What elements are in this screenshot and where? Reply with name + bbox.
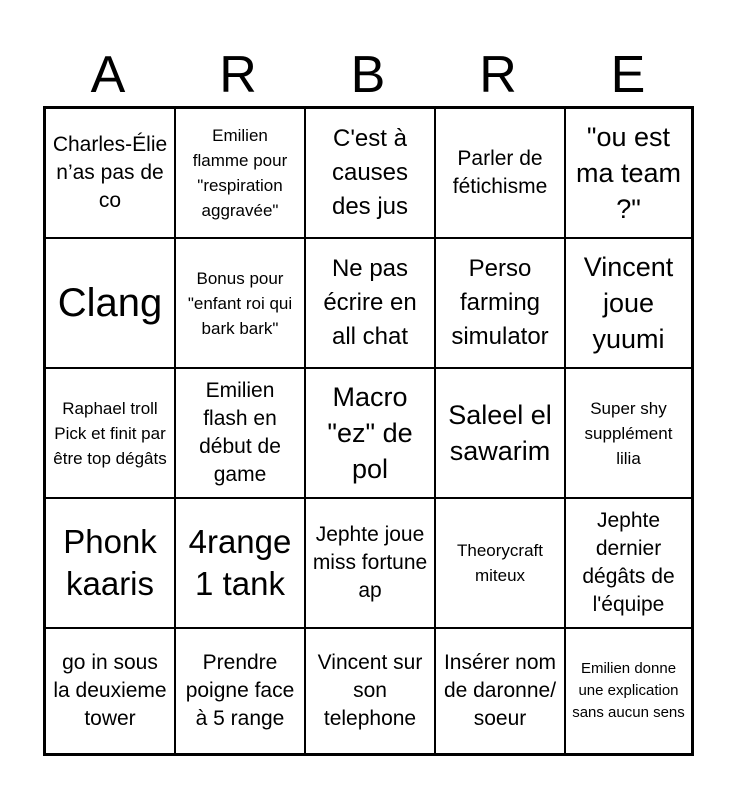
cell-text: 4range 1 tank xyxy=(188,523,292,602)
cell-text: Saleel el sawarim xyxy=(448,400,552,466)
cell-text: Parler de fétichisme xyxy=(452,147,548,198)
cell-text: Prendre poigne face à 5 range xyxy=(185,651,295,730)
bingo-cell[interactable] xyxy=(305,628,435,754)
bingo-cell[interactable] xyxy=(175,498,305,628)
bingo-cell[interactable] xyxy=(565,498,692,628)
bingo-cell[interactable] xyxy=(305,108,435,238)
bingo-header xyxy=(43,42,694,108)
bingo-cell[interactable] xyxy=(435,368,565,498)
bingo-cell[interactable] xyxy=(45,498,175,628)
bingo-cell[interactable] xyxy=(305,498,435,628)
bingo-cell[interactable] xyxy=(565,238,692,368)
header-letter: E xyxy=(610,46,646,104)
cell-text: Jephte dernier dégâts de l'équipe xyxy=(582,509,675,616)
cell-text: "ou est ma team ?" xyxy=(575,122,682,224)
cell-text: Emilien flamme pour "respiration aggravée" xyxy=(192,126,288,220)
cell-text: Super shy supplément lilia xyxy=(584,398,673,468)
cell-text: Clang xyxy=(57,281,163,325)
bingo-grid xyxy=(43,106,694,756)
header-letter: B xyxy=(350,46,386,104)
cell-text: Perso farming simulator xyxy=(451,255,549,350)
bingo-cell[interactable] xyxy=(175,628,305,754)
cell-text: Raphael troll Pick et finit par être top dégâts xyxy=(53,398,167,468)
cell-text: go in sous la deuxieme tower xyxy=(53,651,167,730)
bingo-cell[interactable] xyxy=(45,238,175,368)
cell-text: Vincent joue yuumi xyxy=(583,252,674,354)
bingo-cell[interactable] xyxy=(305,368,435,498)
cell-text: Vincent sur son telephone xyxy=(317,651,423,730)
header-letter: R xyxy=(479,46,517,104)
cell-text: Charles-Élie n’as pas de co xyxy=(52,133,168,212)
cell-text: Theorycraft miteux xyxy=(457,541,543,585)
bingo-cell[interactable] xyxy=(435,498,565,628)
bingo-cell[interactable] xyxy=(45,368,175,498)
bingo-cell[interactable] xyxy=(175,368,305,498)
cell-text: Phonk kaaris xyxy=(63,523,157,602)
bingo-cell[interactable] xyxy=(565,108,692,238)
header-letter: R xyxy=(219,46,257,104)
cell-text: Emilien flash en début de game xyxy=(199,379,281,486)
bingo-cell[interactable] xyxy=(175,108,305,238)
bingo-cell[interactable] xyxy=(45,108,175,238)
bingo-cell[interactable] xyxy=(45,628,175,754)
header-letter: A xyxy=(90,46,126,104)
bingo-cell[interactable] xyxy=(175,238,305,368)
bingo-cell[interactable] xyxy=(565,368,692,498)
cell-text: C'est à causes des jus xyxy=(331,125,409,220)
cell-text: Bonus pour "enfant roi qui bark bark" xyxy=(187,268,293,338)
cell-text: Macro "ez" de pol xyxy=(327,382,413,484)
cell-text: Jephte joue miss fortune ap xyxy=(312,523,428,602)
bingo-cell[interactable] xyxy=(565,628,692,754)
bingo-cell[interactable] xyxy=(435,628,565,754)
bingo-cell[interactable] xyxy=(435,238,565,368)
cell-text: Emilien donne une explication sans aucun sens xyxy=(572,660,685,721)
bingo-cell[interactable] xyxy=(435,108,565,238)
cell-text: Insérer nom de daronne/ soeur xyxy=(443,651,557,730)
bingo-cell[interactable] xyxy=(305,238,435,368)
cell-text: Ne pas écrire en all chat xyxy=(323,255,417,350)
